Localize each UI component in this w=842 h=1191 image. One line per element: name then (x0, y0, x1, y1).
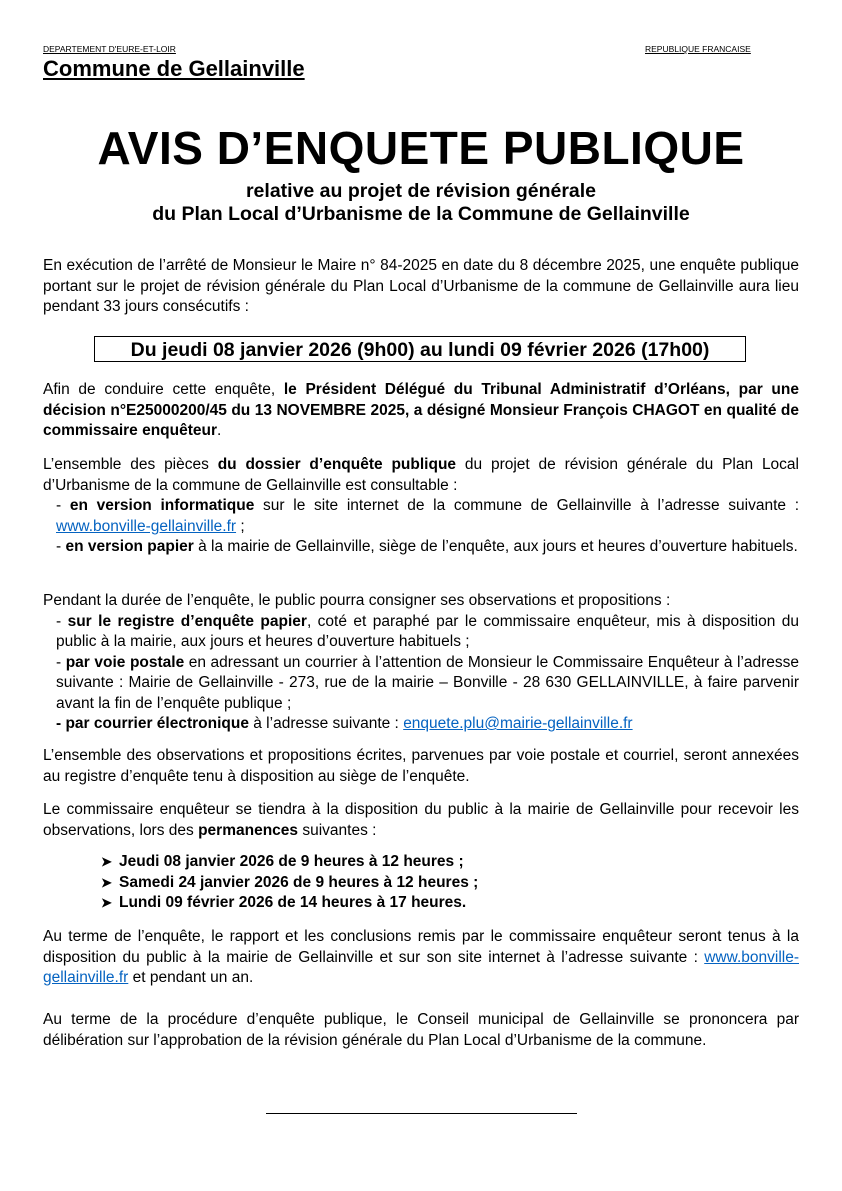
dossier-item-paper-text: à la mairie de Gellainville, siège de l’enquête, aux jours et heures d’ouverture habituels. (193, 538, 798, 555)
email-link[interactable]: enquete.plu@mairie-gellainville.fr (403, 715, 633, 732)
commissioner-paragraph (43, 380, 799, 442)
commune-heading: Commune de Gellainville (43, 56, 305, 81)
report-paragraph (43, 927, 799, 989)
dossier-item-paper (43, 537, 799, 558)
permanences-intro-end: suivantes : (298, 821, 377, 839)
observations-item-register-dash: - (56, 612, 68, 630)
commissioner-suffix: . (217, 422, 222, 439)
permanences-list (101, 852, 478, 914)
annexed-paragraph: L’ensemble des observations et propositions écrites, parvenues par voie postale et courriel, seront annexées au registre d’enquête tenu à disposition au siège de l’enquête. (43, 747, 799, 785)
dossier-item-digital-end: ; (236, 517, 245, 535)
report-end: et pendant un an. (128, 969, 254, 986)
arrow-bullet-icon: ➤ (101, 895, 112, 910)
observations-item-register-text: , coté et paraphé par le commissaire enquêteur, mis à disposition du public à la mairie, aux jours et heures d’ouverture habituels ; (56, 612, 799, 650)
dossier-item-digital-dash: - (56, 497, 70, 514)
intro-paragraph: En exécution de l’arrêté de Monsieur le Maire n° 84-2025 en date du 8 décembre 2025, une enquête publique portant sur le projet de révision générale du Plan Local d’Urbanisme de la commune de Gellainville aura lieu pendant 33 jours consécutifs : (43, 257, 799, 315)
observations-item-email-bold: - par courrier électronique (56, 715, 249, 732)
arrow-bullet-icon: ➤ (101, 874, 112, 890)
permanence-date: Jeudi 08 janvier 2026 de 9 heures à 12 heures ; (119, 853, 464, 870)
subtitle (0, 180, 842, 226)
dossier-intro-bold: du dossier d’enquête publique (217, 456, 457, 473)
dossier-item-digital-text: sur le site internet de la commune de Gellainville à l’adresse suivante : (254, 497, 800, 514)
observations-item-register (43, 612, 799, 653)
permanence-date: Samedi 24 janvier 2026 de 9 heures à 12 heures ; (119, 873, 479, 891)
observations-item-postal (43, 653, 799, 715)
subtitle-line-2: du Plan Local d’Urbanisme de la Commune de Gellainville (152, 203, 690, 225)
page-title: AVIS D’ENQUETE PUBLIQUE (97, 122, 745, 174)
observations-item-postal-text: en adressant un courrier à l’attention de Monsieur le Commissaire Enquêteur à l’adresse suivante : Mairie de Gellainville - 273, rue de la mairie – Bonville - 28 630 GELLAINVILLE, à faire parvenir avant la fin de l’enquête publique ; (56, 653, 800, 712)
report-text: Au terme de l’enquête, le rapport et les conclusions remis par le commissaire enquêteur seront tenus à la disposition du public à la mairie de Gellainville et sur son site internet à l’adresse suivante : (43, 928, 799, 966)
republic-label: REPUBLIQUE FRANCAISE (645, 44, 751, 54)
date-range-box: Du jeudi 08 janvier 2026 (9h00) au lundi 09 février 2026 (17h00) (94, 336, 746, 362)
permanences-paragraph (43, 800, 799, 841)
arrow-bullet-icon: ➤ (101, 854, 112, 869)
observations-intro: Pendant la durée de l’enquête, le public pourra consigner ses observations et propositions : (43, 592, 671, 609)
bottom-divider (266, 1113, 577, 1114)
dossier-intro-rest: du projet de révision générale du Plan Local d’Urbanisme de la commune de Gellainville est consultable : (43, 456, 799, 494)
department-label: DEPARTEMENT D'EURE-ET-LOIR (43, 44, 176, 54)
list-item (101, 873, 478, 894)
list-item (101, 852, 478, 873)
observations-paragraph (43, 591, 799, 735)
dossier-item-paper-bold: en version papier (65, 538, 194, 555)
observations-item-postal-bold: par voie postale (65, 653, 185, 671)
subtitle-line-1: relative au projet de révision générale (245, 180, 597, 202)
observations-item-email-text: à l’adresse suivante : (248, 715, 404, 732)
observations-item-email (43, 714, 799, 735)
dossier-intro (43, 455, 799, 496)
observations-item-postal-dash: - (56, 653, 66, 671)
conclusion-paragraph: Au terme de la procédure d’enquête publique, le Conseil municipal de Gellainville se prononcera par délibération sur l’approbation de la révision générale du Plan Local d’Urbanisme de la commune. (43, 1011, 799, 1049)
report-website-link[interactable]: www.bonville-gellainville.fr (43, 948, 799, 986)
dossier-intro-text: L’ensemble des pièces (43, 456, 218, 473)
dossier-item-digital (43, 496, 799, 537)
dossier-paragraph (43, 455, 799, 558)
website-link[interactable]: www.bonville-gellainville.fr (56, 517, 237, 535)
commissioner-designation: le Président Délégué du Tribunal Administratif d’Orléans, par une décision n°E25000200/45 du 13 NOVEMBRE 2025, a désigné Monsieur François CHAGOT en qualité de commissaire enquêteur (43, 381, 799, 439)
dossier-item-digital-bold: en version informatique (69, 497, 255, 514)
permanences-intro: Le commissaire enquêteur se tiendra à la disposition du public à la mairie de Gellainville pour recevoir les observations, lors des (43, 801, 799, 839)
dossier-item-paper-dash: - (56, 538, 66, 555)
permanence-date: Lundi 09 février 2026 de 14 heures à 17 heures. (119, 894, 467, 911)
commissioner-prefix: Afin de conduire cette enquête, (43, 381, 284, 398)
observations-item-register-bold: sur le registre d’enquête papier (67, 612, 307, 630)
permanences-intro-bold: permanences (198, 821, 299, 839)
list-item (101, 893, 478, 914)
